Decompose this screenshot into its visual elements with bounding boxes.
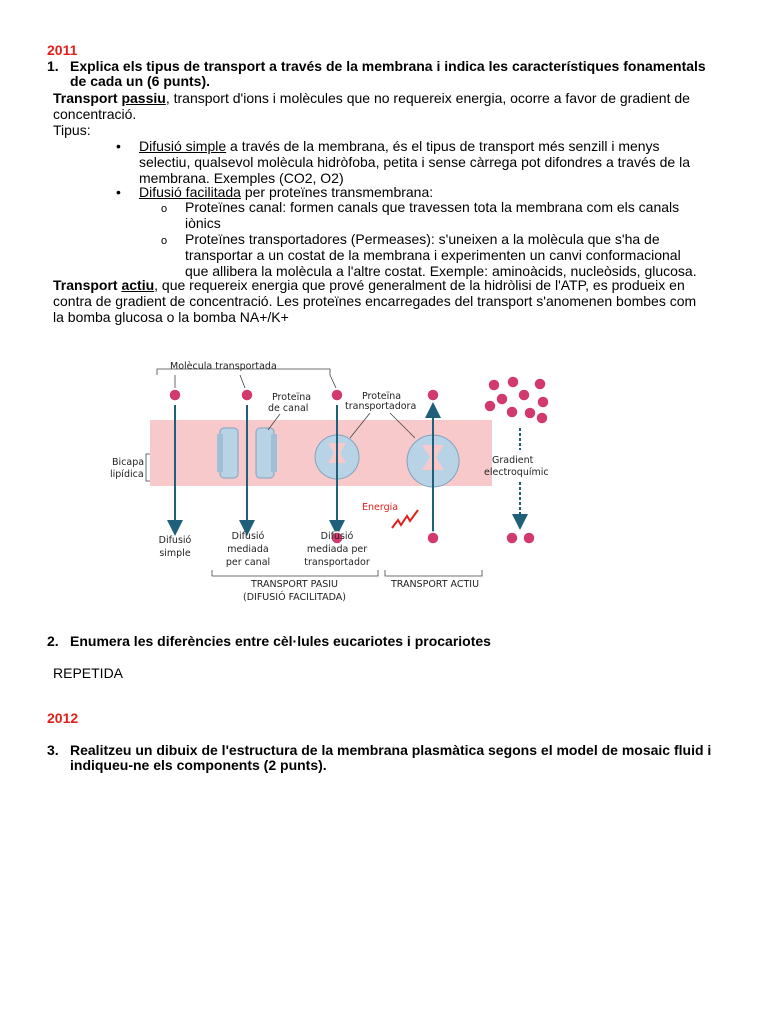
transport-proteins-text-1: Proteïnes transportadores (Permeases): s'uneixen a la molècula que s'ha de: [185, 231, 660, 247]
label-channel-diffusion-3: per canal: [225, 557, 271, 568]
question-text-line-2: indiqueu-ne els components (2 punts).: [70, 757, 327, 773]
circle-bullet-icon: o: [161, 203, 168, 215]
label-bilayer-2: lipídica: [110, 469, 144, 480]
label-channel-diffusion-1: Difusió: [231, 531, 265, 542]
molecule-icon: [331, 389, 343, 401]
label-channel-diffusion: [218, 530, 278, 569]
label-channel-protein-1: Proteïna: [272, 392, 312, 403]
question-text-line-2: de cada un (6 punts).: [70, 73, 211, 89]
label-passive-transport: [222, 578, 367, 604]
label-simple-diffusion: [145, 534, 205, 560]
question-3: [0, 742, 768, 776]
active-text-1: , que requereix energia que prové generalment de la hidròlisi de l'ATP, es produeix en: [154, 277, 685, 293]
simple-diffusion-text-3: membrana. Exemples (CO2, O2): [139, 170, 344, 186]
question-text-line-1: Realitzeu un dibuix de l'estructura de la membrana plasmàtica segons el model de mosaic fluid i: [70, 742, 712, 758]
active-text-2: contra de gradient de concentració. Les proteïnes encarregades del transport s'anomenen bombes com: [53, 293, 697, 309]
label-carrier-protein-2: transportadora: [345, 401, 417, 412]
year-2011: 2011: [47, 42, 78, 58]
types-label: Tipus:: [53, 122, 91, 138]
gradient-molecules: [484, 376, 549, 424]
question-text-line-1: Explica els tipus de transport a través de la membrana i indica les característiques fonamentals: [70, 58, 706, 74]
question-number: 2.: [47, 633, 59, 649]
answer-repeated: REPETIDA: [53, 665, 124, 681]
simple-diffusion-text-1: a través de la membrana, és el tipus de transport més senzill i menys: [226, 138, 660, 154]
bullet-icon: •: [116, 184, 121, 200]
passive-label: Transport: [53, 90, 122, 106]
molecule-icon: [427, 389, 439, 401]
label-channel-diffusion-2: mediada: [227, 544, 269, 555]
label-transported-molecule: Molècula transportada: [170, 361, 277, 372]
year-2012: 2012: [47, 710, 79, 726]
passive-label-underlined: passiu: [121, 90, 166, 106]
active-transport-paragraph: [53, 277, 715, 325]
circle-bullet-icon: o: [161, 235, 168, 247]
bullet-icon: •: [116, 138, 121, 154]
label-gradient-2: electroquímic: [484, 467, 549, 478]
bullet-facilitated-diffusion: [139, 184, 714, 200]
label-bilayer-1: Bicapa: [112, 457, 145, 468]
label-simple-diffusion-2: simple: [159, 548, 191, 559]
bullet-simple-diffusion: [139, 138, 714, 186]
transport-proteins-text-3: que allibera la molècula a l'altre costat. Exemple: aminoàcids, nucleòsids, glucosa.: [185, 263, 697, 279]
channel-proteins-text-1: Proteïnes canal: formen canals que travessen tota la membrana com els canals: [185, 199, 680, 215]
label-energy: Energia: [362, 502, 399, 513]
label-carrier-protein-1: Proteïna: [362, 391, 402, 402]
passive-text-2: concentració.: [53, 106, 137, 122]
simple-diffusion-text-2: selectiu, qualsevol molècula hidròfoba, petita i sense càrrega pot difondres a través de la: [139, 154, 690, 170]
molecule-icon: [169, 389, 181, 401]
transport-proteins-text-2: transportar a un costat de la membrana i experimenten un canvi conformacional: [185, 247, 681, 263]
active-label-underlined: actiu: [121, 277, 155, 293]
active-text-3: la bomba glucosa o la bomba NA+/K+: [53, 309, 289, 325]
gradient-panel: [480, 350, 580, 550]
label-simple-diffusion-1: Difusió: [158, 535, 192, 546]
molecule-icon: [506, 532, 518, 544]
label-passive-transport-1: TRANSPORT PASIU: [251, 579, 338, 590]
simple-diffusion-term: Difusió simple: [139, 138, 227, 154]
question-number: 3.: [47, 742, 59, 758]
active-label: Transport: [53, 277, 122, 293]
sub-bullet-channel-proteins: [185, 199, 714, 231]
label-gradient-1: Gradient: [492, 455, 534, 466]
question-1: [0, 58, 768, 92]
passive-transport-paragraph: [53, 90, 715, 138]
facilitated-diffusion-term: Difusió facilitada: [139, 184, 241, 200]
sub-bullet-transport-proteins: [185, 231, 714, 279]
question-2: [0, 633, 768, 651]
label-carrier-diffusion-3: transportador: [304, 557, 370, 568]
facilitated-diffusion-text: per proteïnes transmembrana:: [240, 184, 434, 200]
molecule-icon: [241, 389, 253, 401]
label-carrier-diffusion: [296, 530, 378, 569]
question-text: Enumera les diferències entre cèl·lules eucariotes i procariotes: [70, 633, 491, 649]
passive-text-1: , transport d'ions i molècules que no requereix energia, ocorre a favor de gradient de: [165, 90, 690, 106]
molecule-icon: [523, 532, 535, 544]
label-channel-protein-2: de canal: [268, 403, 309, 414]
channel-proteins-text-2: iònics: [185, 215, 221, 231]
label-active-transport: TRANSPORT ACTIU: [390, 579, 480, 590]
label-carrier-diffusion-2: mediada per: [306, 544, 368, 555]
label-carrier-diffusion-1: Difusió: [320, 531, 354, 542]
label-passive-transport-2: (DIFUSIÓ FACILITADA): [243, 592, 346, 603]
molecule-icon: [427, 532, 439, 544]
question-number: 1.: [47, 58, 59, 74]
